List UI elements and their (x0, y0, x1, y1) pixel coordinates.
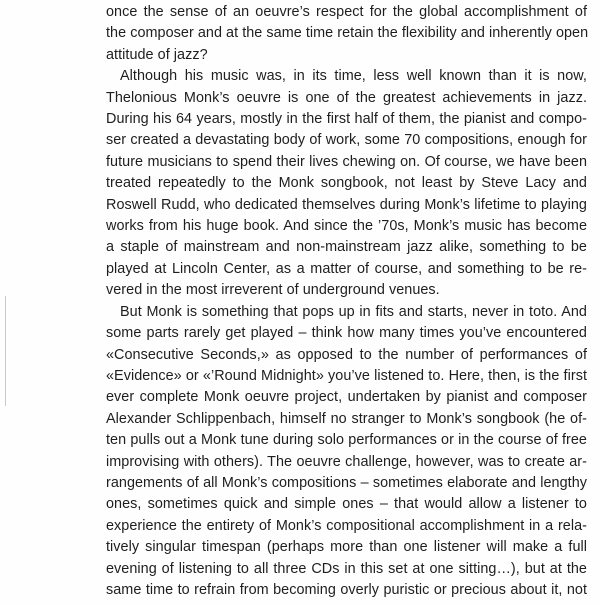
text-line: «Consecutive Seconds,» as opposed to the number of performances of (106, 346, 587, 363)
margin-rule (5, 296, 6, 406)
text-line: Roswell Rudd, who dedicated themselves during Monk’s lifetime to playing (106, 196, 587, 213)
text-line: a staple of mainstream and non-mainstream jazz alike, something to be (106, 239, 587, 256)
text-line: But Monk is something that pops up in fits and starts, never in toto. And (120, 303, 587, 320)
text-line: some parts rarely get played – think how many times you’ve encountered (106, 325, 587, 342)
text-line: Thelonious Monk’s oeuvre is one of the greatest achievements in jazz. (106, 89, 587, 106)
text-line: Although his music was, in its time, less well known than it is now, (120, 68, 587, 85)
text-line: ten pulls out a Monk tune during solo performances or in the course of free (106, 432, 587, 449)
text-line: ser created a devastating body of work, some 70 compositions, enough for (106, 132, 587, 149)
text-line: ones, sometimes quick and simple ones – that would allow a listener to (106, 496, 587, 513)
text-line: ever complete Monk oeuvre project, undertaken by pianist and composer (106, 389, 587, 406)
text-line: tively singular timespan (perhaps more than one listener will make a full (106, 539, 587, 556)
text-line: the composer and at the same time retain the flexibility and inherently open (106, 25, 589, 42)
text-line: vered in the most irreverent of underground venues. (106, 282, 440, 299)
text-line: Alexander Schlippenbach, himself no stranger to Monk’s songbook (he of- (106, 410, 587, 427)
text-line: once the sense of an oeuvre’s respect for the global accomplishment of (106, 4, 587, 20)
text-line: During his 64 years, mostly in the first half of them, the pianist and compo- (106, 111, 587, 128)
text-line: experience the entirety of Monk’s compositional accomplishment in a rela- (106, 517, 587, 534)
text-line: evening of listening to all three CDs in this set at one sitting…), but at the (106, 560, 587, 577)
text-line: same time to refrain from becoming overly puristic or precious about it, not (106, 581, 587, 598)
text-line: treated repeatedly to the Monk songbook, not least by Steve Lacy and (106, 175, 587, 192)
text-line: future musicians to spend their lives chewing on. Of course, we have been (106, 153, 587, 170)
text-line: works from his huge book. And since the ’70s, Monk’s music has become (106, 218, 587, 235)
text-line: «Evidence» or «’Round Midnight» you’ve listened to. Here, then, is the first (106, 367, 587, 384)
text-line: rangements of all Monk’s compositions – sometimes elaborate and lengthy (106, 474, 587, 491)
text-line: attitude of jazz? (106, 46, 208, 63)
body-text (106, 2, 587, 601)
text-line: played at Lincoln Center, as a matter of course, and something to be re- (106, 260, 587, 277)
text-line: improvising with others). The oeuvre challenge, however, was to create ar- (106, 453, 587, 470)
